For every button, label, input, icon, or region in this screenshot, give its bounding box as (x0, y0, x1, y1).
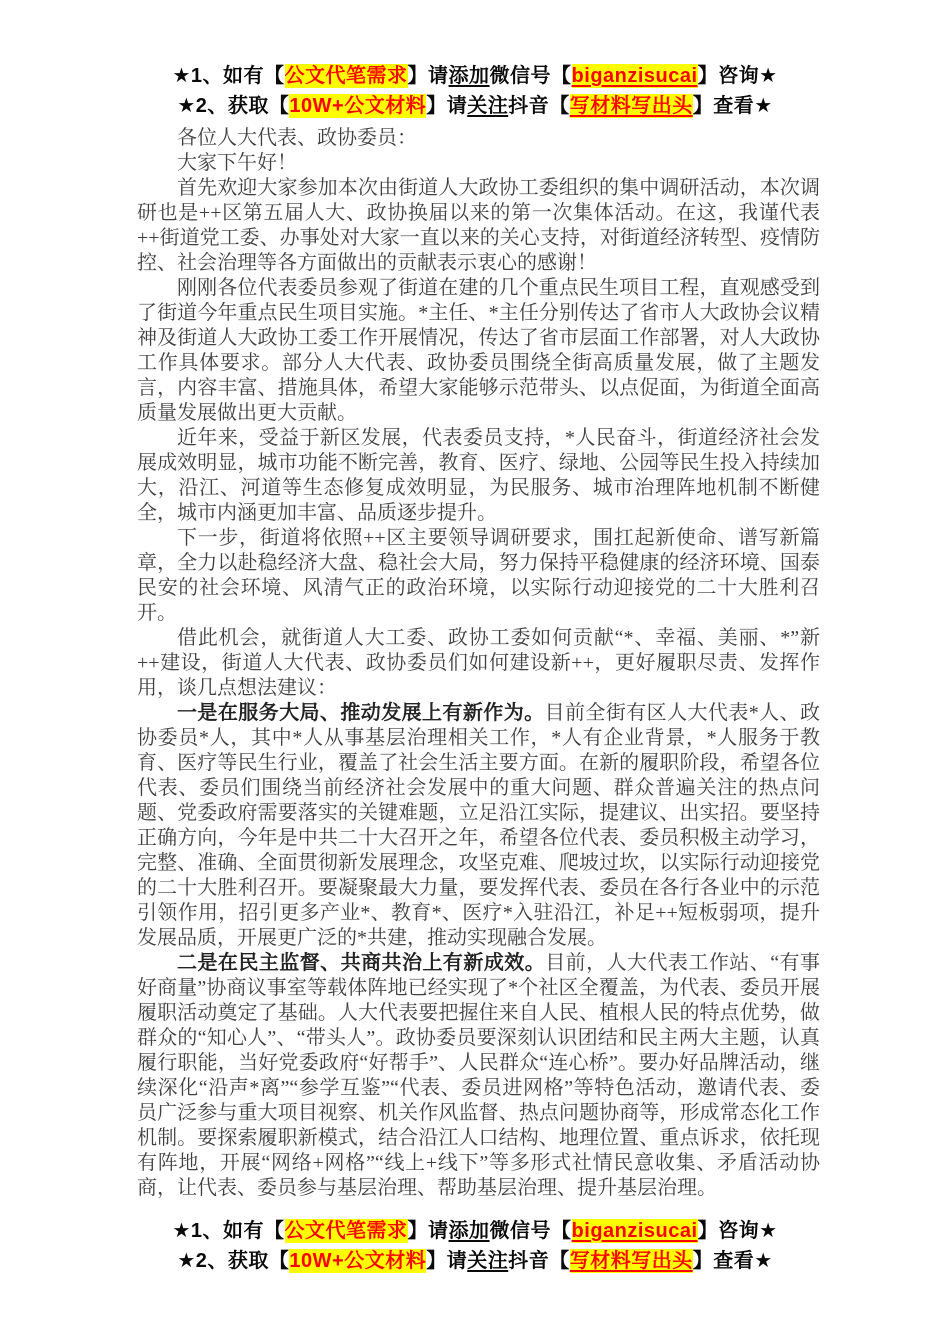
promo-banner-top (0, 0, 950, 121)
promo-text: 】咨询★ (697, 1220, 778, 1242)
promo-line (0, 1246, 950, 1276)
promo-line (0, 61, 950, 91)
promo-text: 微信号【 (489, 1220, 572, 1242)
promo-text: 】请 (426, 1250, 468, 1272)
promo-text: 添加 (448, 65, 490, 87)
promo-highlight-text: biganzisucai (571, 65, 698, 87)
promo-highlight-text: biganzisucai (571, 1220, 698, 1242)
paragraph: 大家下午好！ (177, 152, 297, 174)
promo-text: 添加 (448, 1220, 490, 1242)
promo-highlight-text: 10W+公文材料 (289, 95, 427, 117)
promo-text: 抖音【 (508, 95, 570, 117)
promo-text: 关注 (467, 1250, 509, 1272)
promo-text: 关注 (467, 95, 509, 117)
promo-highlight-text: 写材料写出头 (569, 1250, 693, 1272)
paragraph: 下一步，街道将依照++区主要领导调研要求，围扛起新使命、谱写新篇章，全力以赴稳经济大盘、稳社会大局，努力保持平稳健康的经济环境、国泰民安的社会环境、风清气正的政治环境，以实际行动迎接党的二十大胜利召开。 (137, 527, 820, 624)
paragraph: 首先欢迎大家参加本次由街道人大政协工委组织的集中调研活动，本次调研也是++区第五届人大、政协换届以来的第一次集体活动。在这，我谨代表++街道党工委、办事处对大家一直以来的关心支持，对街道经济转型、疫情防控、社会治理等各方面做出的贡献表示衷心的感谢！ (137, 177, 820, 274)
promo-text: ★1、如有【 (172, 65, 285, 87)
paragraph: 借此机会，就街道人大工委、政协工委如何贡献“*、幸福、美丽、*”新++建设，街道人大代表、政协委员们如何建设新++，更好履职尽责、发挥作用，谈几点想法建议： (137, 627, 820, 699)
promo-text: 】咨询★ (697, 65, 778, 87)
promo-text: 微信号【 (489, 65, 572, 87)
promo-text: 】请 (407, 65, 449, 87)
promo-text: 】查看★ (692, 95, 773, 117)
paragraph: 刚刚各位代表委员参观了街道在建的几个重点民生项目工程，直观感受到了街道今年重点民生项目实施。*主任、*主任分别传达了省市人大政协会议精神及街道人大政协工委工作开展情况，传达了省市层面工作部署，对人大政协工作具体要求。部分人大代表、政协委员围绕全街高质量发展，做了主题发言，内容丰富、措施具体，希望大家能够示范带头、以点促面，为街道全面高质量发展做出更大贡献。 (137, 277, 820, 424)
paragraph: 各位人大代表、政协委员： (177, 127, 417, 149)
promo-highlight-text: 公文代笔需求 (284, 65, 408, 87)
promo-text: 】查看★ (692, 1250, 773, 1272)
paragraph-lead-bold: 一是在服务大局、推动发展上有新作为。 (177, 702, 545, 724)
paragraph-lead-bold: 二是在民主监督、共商共治上有新成效。 (177, 952, 546, 974)
promo-text: 】请 (407, 1220, 449, 1242)
promo-highlight-text: 公文代笔需求 (284, 1220, 408, 1242)
promo-text: ★2、获取【 (177, 1250, 290, 1272)
paragraph: 近年来，受益于新区发展，代表委员支持，*人民奋斗，街道经济社会发展成效明显，城市功能不断完善，教育、医疗、绿地、公园等民生投入持续加大，沿江、河道等生态修复成效明显，为民服务、城市治理阵地机制不断健全，城市内涵更加丰富、品质逐步提升。 (137, 427, 820, 524)
promo-text: ★2、获取【 (177, 95, 290, 117)
document-body (137, 126, 820, 1201)
paragraph: 一是在服务大局、推动发展上有新作为。目前全街有区人大代表*人、政协委员*人，其中*人从事基层治理相关工作，*人有企业背景，*人服务于教育、医疗等民生行业，覆盖了社会生活主要方面。在新的履职阶段，希望各位代表、委员们围绕当前经济社会发展中的重大问题、群众普遍关注的热点问题、党委政府需要落实的关键难题，立足沿江实际，提建议、出实招。要坚持正确方向，今年是中共二十大召开之年，希望各位代表、委员积极主动学习，完整、准确、全面贯彻新发展理念，攻坚克难、爬坡过坎，以实际行动迎接党的二十大胜利召开。要凝聚最大力量，要发挥代表、委员在各行各业中的示范引领作用，招引更多产业*、教育*、医疗*入驻沿江，补足++短板弱项，提升发展品质，开展更广泛的*共建，推动实现融合发展。 (137, 702, 821, 949)
promo-highlight-text: 写材料写出头 (569, 95, 693, 117)
promo-line (0, 1216, 950, 1246)
promo-text: 】请 (426, 95, 468, 117)
promo-text: ★1、如有【 (172, 1220, 285, 1242)
promo-banner-bottom (0, 1216, 950, 1276)
promo-line (0, 91, 950, 121)
paragraph: 二是在民主监督、共商共治上有新成效。目前，人大代表工作站、“有事好商量”协商议事室等载体阵地已经实现了*个社区全覆盖，为代表、委员开展履职活动奠定了基础。人大代表要把握住来自人民、植根人民的特点优势，做群众的“知心人”、“带头人”。政协委员要深刻认识团结和民主两大主题，认真履行职能，当好党委政府“好帮手”、人民群众“连心桥”。要办好品牌活动，继续深化“沿声*离”“参学互鉴”“代表、委员进网格”等特色活动，邀请代表、委员广泛参与重大项目视察、机关作风监督、热点问题协商等，形成常态化工作机制。要探索履职新模式，结合沿江人口结构、地理位置、重点诉求，依托现有阵地，开展“网络+网格”“线上+线下”等多形式社情民意收集、矛盾活动协商，让代表、委员参与基层治理、帮助基层治理、提升基层治理。 (137, 952, 820, 1199)
promo-text: 抖音【 (508, 1250, 570, 1272)
promo-highlight-text: 10W+公文材料 (289, 1250, 427, 1272)
